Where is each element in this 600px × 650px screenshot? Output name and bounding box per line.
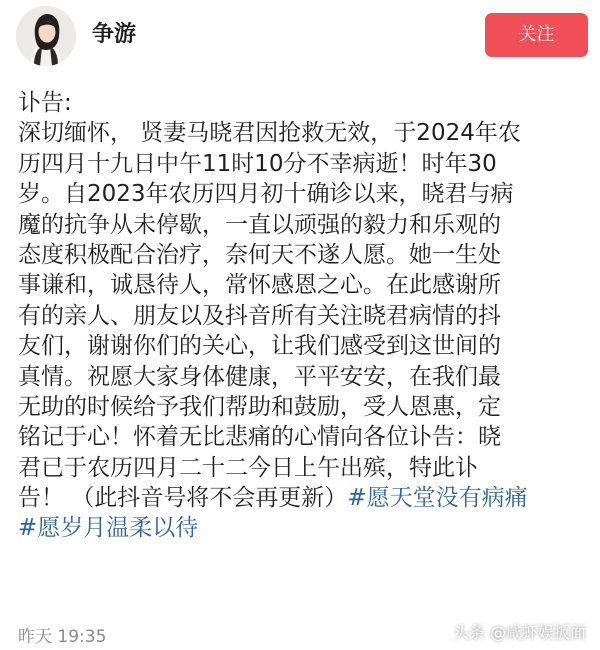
post-line: 友们，谢谢你们的关心，让我们感受到这世间的 (18, 333, 501, 360)
watermark: 头条 @咸虾娱扳面 (452, 623, 586, 642)
post-line: 魔的抗争从未停歇，一直以顽强的毅力和乐观的 (18, 211, 501, 238)
user-avatar-icon (16, 6, 76, 66)
post-body (18, 88, 588, 544)
hashtag-link[interactable]: #愿天堂没有病痛 (347, 485, 528, 512)
post-line-hashtag (18, 513, 588, 543)
post-line: 态度积极配合治疗，奈何天不遂人愿。她一生处 (18, 241, 501, 268)
post-line: 历四月十九日中午11时10分不幸病逝！时年30 (18, 150, 497, 177)
post-text: 告！ （此抖音号将不会再更新） (18, 485, 348, 512)
post-line: 有的亲人、朋友以及抖音所有关注晓君病情的抖 (18, 302, 501, 329)
username[interactable]: 争游 (92, 22, 137, 47)
post-header (0, 0, 600, 80)
post-line: 真情。祝愿大家身体健康，平平安安，在我们最 (18, 363, 501, 390)
hashtag-link[interactable]: #愿岁月温柔以待 (18, 515, 199, 542)
post-line: 事谦和，诚恳待人，常怀感恩之心。在此感谢所 (18, 272, 501, 299)
post-line: 无助的时候给予我们帮助和鼓励，受人恩惠，定 (18, 393, 501, 420)
post-line: 铭记于心！怀着无比悲痛的心情向各位讣告：晓 (18, 424, 501, 451)
post-footer (0, 618, 600, 650)
post-line: 深切缅怀， 贤妻马晓君因抢救无效，于2024年农 (18, 120, 521, 147)
post-timestamp: 昨天 19:35 (18, 627, 107, 647)
avatar[interactable] (16, 6, 76, 66)
post-line: 岁。自2023年农历四月初十确诊以来，晓君与病 (18, 181, 514, 208)
post-line-with-hashtag (18, 483, 588, 513)
post-line: 讣告: (18, 90, 72, 116)
post-line: 君已于农历四月二十二今日上午出殡，特此讣 (18, 454, 478, 481)
follow-button[interactable]: 关注 (485, 13, 588, 57)
